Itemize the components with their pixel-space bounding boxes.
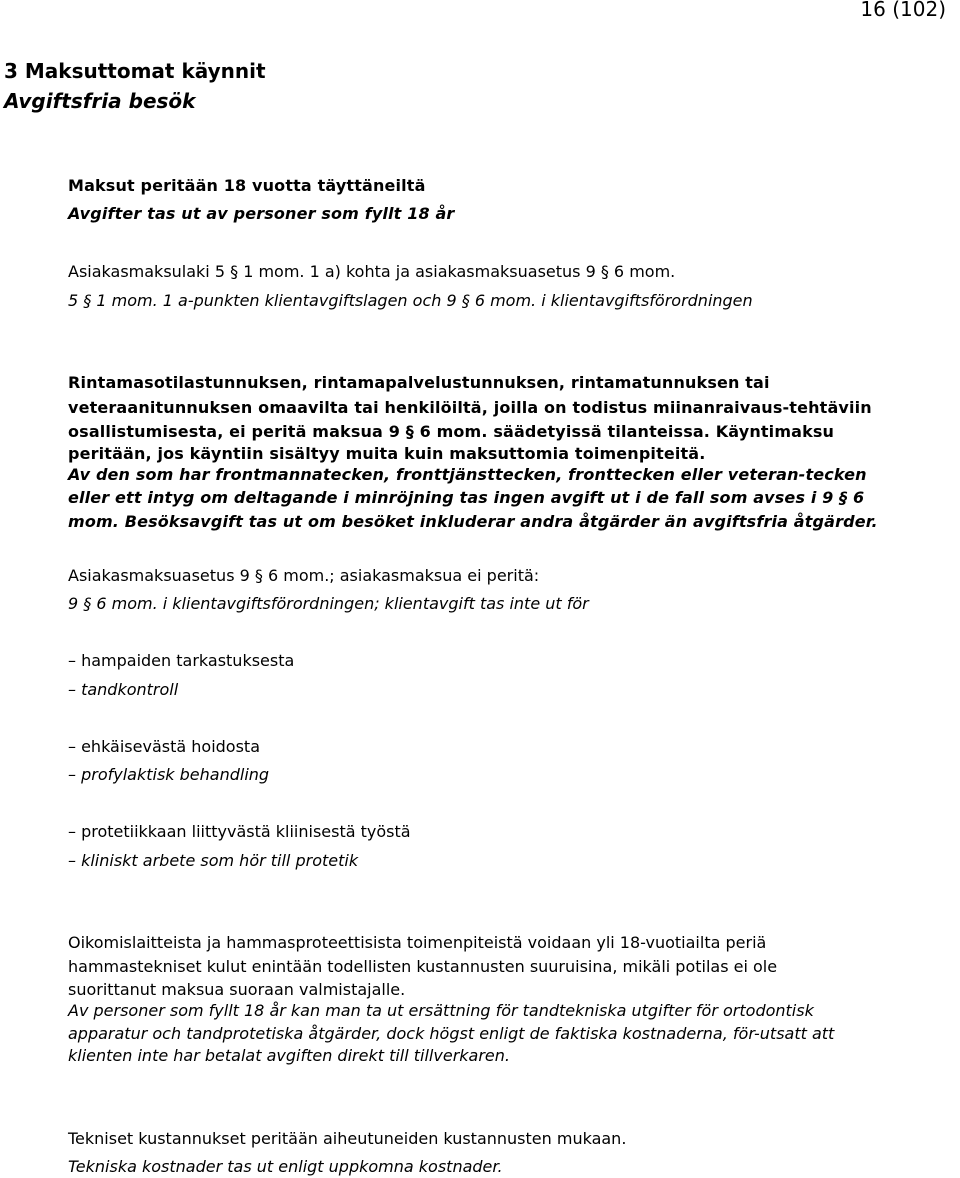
veterans-fi-line: peritään, jos käyntiin sisältyy muita kuin maksuttomia toimenpiteitä. xyxy=(68,444,706,463)
section-heading-sv: Avgiftsfria besök xyxy=(4,89,196,113)
technical-costs-sv: Tekniska kostnader tas ut enligt uppkomna kostnader. xyxy=(68,1157,503,1176)
veterans-fi-line: Rintamasotilastunnuksen, rintamapalvelustunnuksen, rintamatunnuksen tai xyxy=(68,373,770,392)
orthodontic-sv-line: apparatur och tandprotetiska åtgärder, dock högst enligt de faktiska kostnaderna, för-utsatt att xyxy=(68,1024,835,1043)
law-reference-sv: 5 § 1 mom. 1 a-punkten klientavgiftslagen och 9 § 6 mom. i klientavgiftsförordningen xyxy=(68,291,753,310)
list-item-fi: – ehkäisevästä hoidosta xyxy=(68,737,260,756)
orthodontic-sv-line: Av personer som fyllt 18 år kan man ta ut ersättning för tandtekniska utgifter för ortodontisk xyxy=(68,1001,814,1020)
section-heading-fi: 3 Maksuttomat käynnit xyxy=(4,59,266,83)
age-note-fi: Maksut peritään 18 vuotta täyttäneiltä xyxy=(68,176,426,195)
orthodontic-fi-line: hammastekniset kulut enintään todellisten kustannusten suuruisina, mikäli potilas ei ole xyxy=(68,957,778,976)
veterans-fi-line: osallistumisesta, ei peritä maksua 9 § 6 mom. säädetyissä tilanteissa. Käyntimaksu xyxy=(68,422,835,441)
veterans-sv-line: mom. Besöksavgift tas ut om besöket inkluderar andra åtgärder än avgiftsfria åtgärder. xyxy=(68,512,878,531)
page-number: 16 (102) xyxy=(860,0,946,21)
list-item-fi: – protetiikkaan liittyvästä kliinisestä työstä xyxy=(68,822,411,841)
decree-fi: Asiakasmaksuasetus 9 § 6 mom.; asiakasmaksua ei peritä: xyxy=(68,566,540,585)
veterans-fi-line: veteraanitunnuksen omaavilta tai henkilöiltä, joilla on todistus miinanraivaus-tehtäviin xyxy=(68,398,872,417)
decree-sv: 9 § 6 mom. i klientavgiftsförordningen; klientavgift tas inte ut för xyxy=(68,594,589,613)
law-reference-fi: Asiakasmaksulaki 5 § 1 mom. 1 a) kohta ja asiakasmaksuasetus 9 § 6 mom. xyxy=(68,262,676,281)
list-item-sv: – kliniskt arbete som hör till protetik xyxy=(68,851,359,870)
list-item-sv: – profylaktisk behandling xyxy=(68,765,270,784)
orthodontic-fi-line: Oikomislaitteista ja hammasproteettisista toimenpiteistä voidaan yli 18-vuotiailta periä xyxy=(68,933,767,952)
veterans-sv-line: Av den som har frontmannatecken, fronttjänsttecken, fronttecken eller veteran-tecken xyxy=(68,465,867,484)
age-note-sv: Avgifter tas ut av personer som fyllt 18 år xyxy=(68,204,455,223)
list-item-fi: – hampaiden tarkastuksesta xyxy=(68,651,295,670)
orthodontic-sv-line: klienten inte har betalat avgiften direkt till tillverkaren. xyxy=(68,1046,510,1065)
technical-costs-fi: Tekniset kustannukset peritään aiheutuneiden kustannusten mukaan. xyxy=(68,1129,627,1148)
veterans-sv-line: eller ett intyg om deltagande i minröjning tas ingen avgift ut i de fall som avses i 9 § 6 xyxy=(68,488,865,507)
list-item-sv: – tandkontroll xyxy=(68,680,179,699)
orthodontic-fi-line: suorittanut maksua suoraan valmistajalle. xyxy=(68,980,406,999)
